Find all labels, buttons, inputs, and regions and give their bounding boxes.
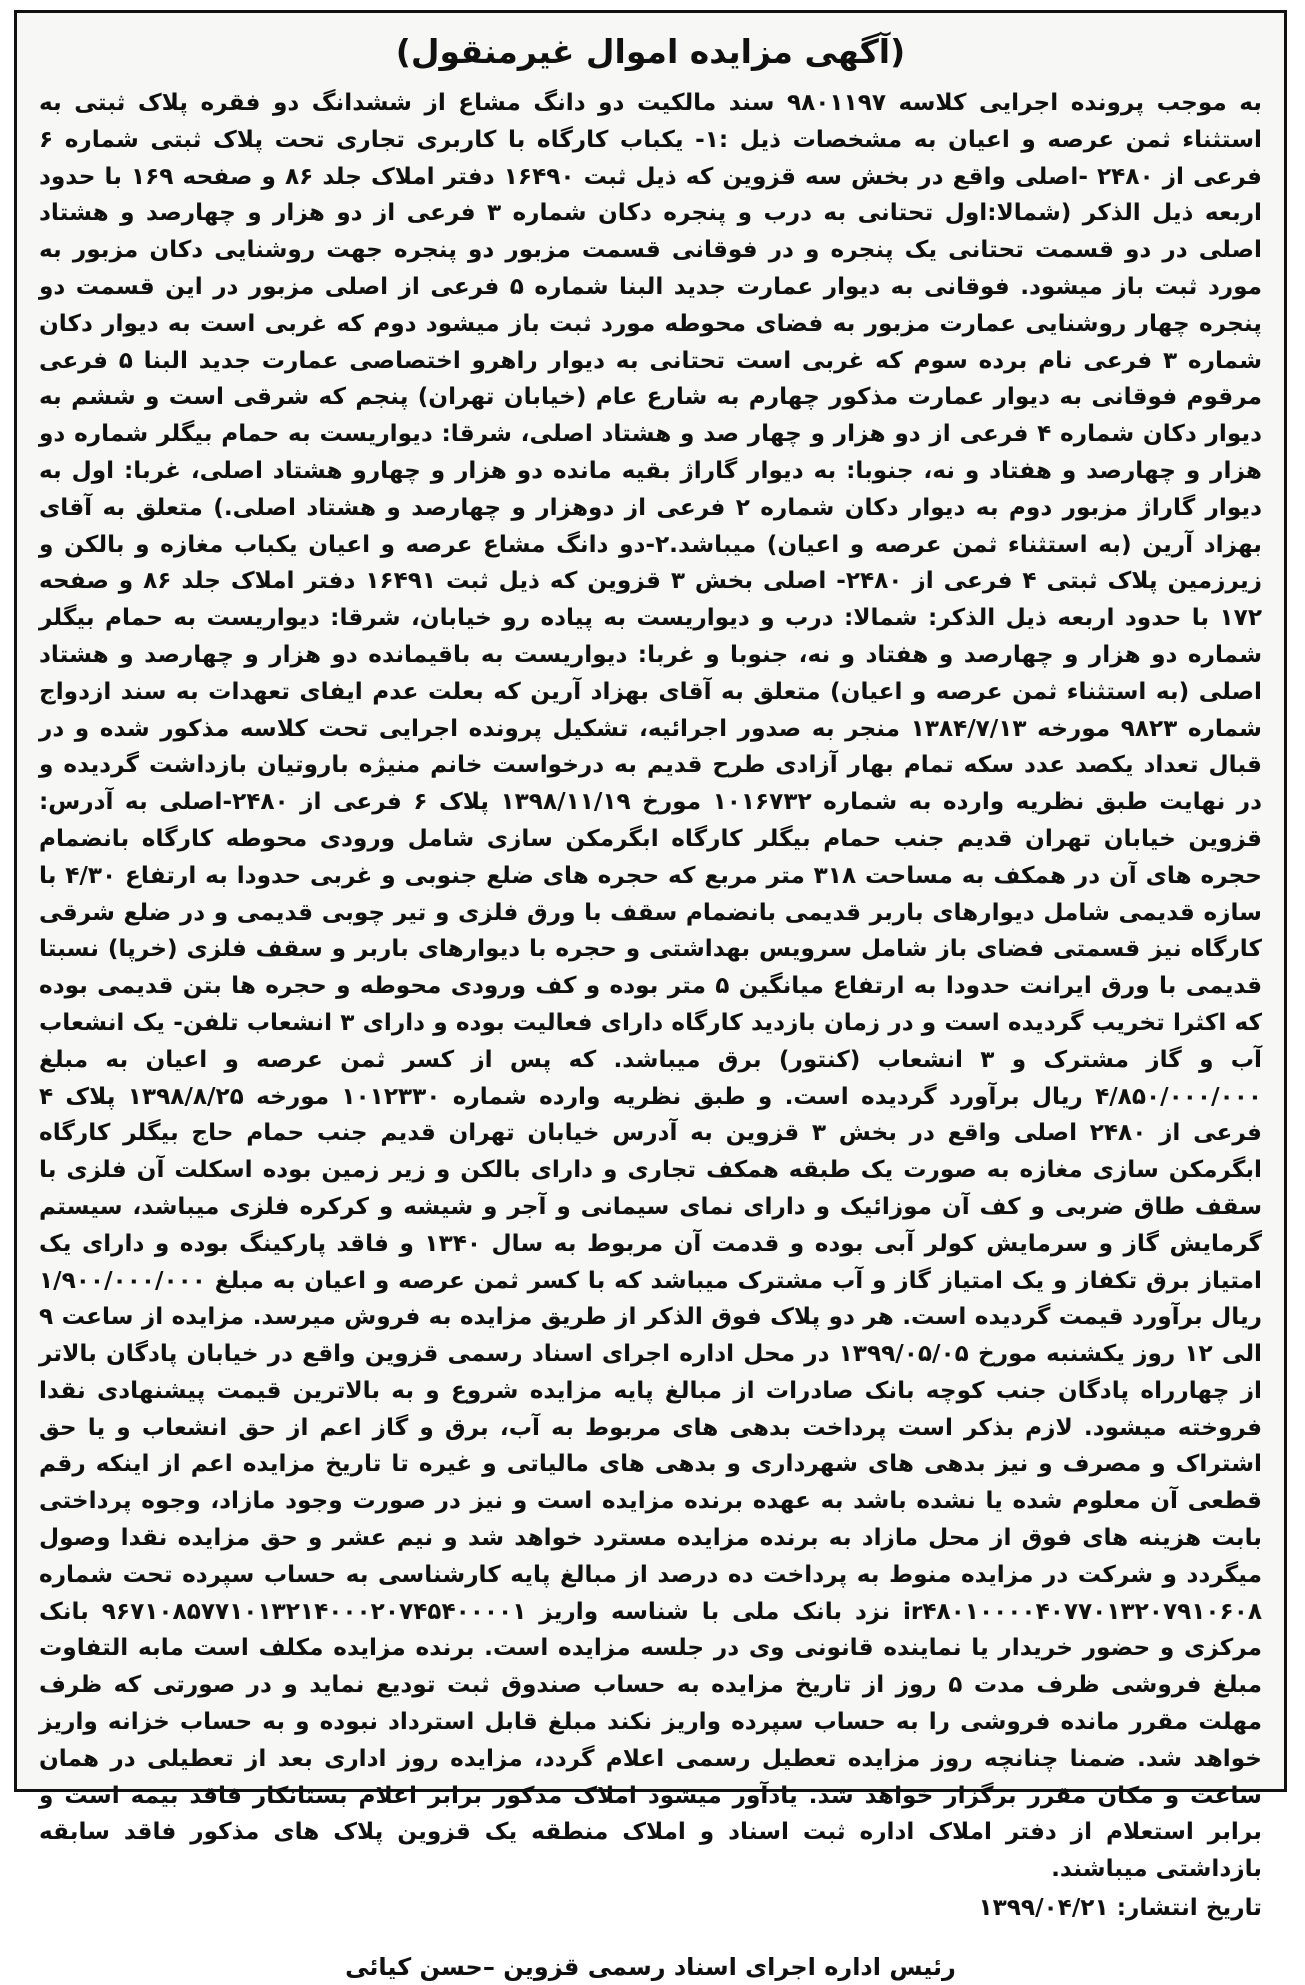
- notice-title: (آگهی مزایده اموال غیرمنقول): [395, 32, 906, 71]
- notice-body: به موجب پرونده اجرایی کلاسه ۹۸۰۱۱۹۷ سند مالکیت دو دانگ مشاع از ششدانگ دو فقره پلاک ثبتی به استثناء ثمن عرصه و اعیان به مشخصات ذیل :۱- یکباب کارگاه با کاربری تجاری تحت پلاک ثبتی شماره ۶ فرعی از ۲۴۸۰ -اصلی واقع در بخش سه قزوین که ذیل ثبت ۱۶۴۹۰ دفتر املاک جلد ۸۶ و صفحه ۱۶۹ با حدود اربعه ذیل الذکر (شمالا:اول تحتانی به درب و پنجره دکان شماره ۳ فرعی از دو هزار و چهارصد و هشتاد اصلی در دو قسمت تحتانی یک پنجره و در فوقانی قسمت مزبور دو پنجره جهت روشنایی دکان مزبور به مورد ثبت باز میشود. فوقانی به دیوار عمارت جدید البنا شماره ۵ فرعی از اصلی مزبور در این قسمت دو پنجره چهار روشنایی عمارت مزبور به فضای محوطه مورد ثبت باز میشود دوم که غربی است به دیوار دکان شماره ۳ فرعی نام برده سوم که غربی است تحتانی به دیوار راهرو اختصاصی عمارت جدید البنا ۵ فرعی مرقوم فوقانی به دیوار عمارت مذکور چهارم به شارع عام (خیابان تهران) پنجم که شرقی است و ششم به دیوار دکان شماره ۴ فرعی از دو هزار و چهار صد و هشتاد اصلی، شرقا: دیواریست به حمام بیگلر شماره دو هزار و چهارصد و هفتاد و نه، جنوبا: به دیوار گاراژ بقیه مانده دو هزار و چهارو هشتاد اصلی، غربا: اول به دیوار گاراژ مزبور دوم به دیوار دکان شماره ۲ فرعی از دوهزار و چهارصد و هشتاد اصلی.) متعلق به آقای بهزاد آرین (به استثناء ثمن عرصه و اعیان) میباشد.۲-دو دانگ مشاع عرصه و اعیان یکباب مغازه و بالکن و زیرزمین پلاک ثبتی ۴ فرعی از ۲۴۸۰- اصلی بخش ۳ قزوین که ذیل ثبت ۱۶۴۹۱ دفتر املاک جلد ۸۶ و صفحه ۱۷۲ با حدود اربعه ذیل الذکر: شمالا: درب و دیواریست به پیاده رو خیابان، شرقا: دیواریست به حمام بیگلر شماره دو هزار و چهارصد و هفتاد و نه، جنوبا و غربا: دیواریست به باقیمانده دو هزار و چهارصد و هشتاد اصلی (به استثناء ثمن عرصه و اعیان) متعلق به آقای بهزاد آرین که بعلت عدم ایفای تعهدات به سند ازدواج شماره ۹۸۲۳ مورخه ۱۳۸۴/۷/۱۳ منجر به صدور اجرائیه، تشکیل پرونده اجرایی تحت کلاسه مذکور شده و در قبال تعداد یکصد عدد سکه تمام بهار آزادی طرح قدیم به درخواست خانم منیژه باروتیان بازداشت گردیده و در نهایت طبق نظریه وارده به شماره ۱۰۱۶۷۳۲ مورخ ۱۳۹۸/۱۱/۱۹ پلاک ۶ فرعی از ۲۴۸۰-اصلی به آدرس: قزوین خیابان تهران قدیم جنب حمام بیگلر کارگاه ابگرمکن سازی شامل ورودی محوطه کارگاه بانضمام حجره های آن در همکف به مساحت ۳۱۸ متر مربع که حجره های ضلع جنوبی و غربی حدودا به ارتفاع ۴/۳۰ با سازه قدیمی شامل دیوارهای باربر قدیمی بانضمام سقف با ورق فلزی و تیر چوبی قدیمی و در ضلع شرقی کارگاه نیز قسمتی فضای باز شامل سرویس بهداشتی و حجره با دیوارهای باربر و سقف فلزی (خرپا) نسبتا قدیمی با ورق ایرانت حدودا به ارتفاع میانگین ۵ متر بوده و کف ورودی محوطه و حجره ها بتن قدیمی بوده که اکثرا تخریب گردیده است و در زمان بازدید کارگاه دارای فعالیت بوده و دارای ۳ انشعاب تلفن- یک انشعاب آب و گاز مشترک و ۳ انشعاب (کنتور) برق میباشد. که پس از کسر ثمن عرصه و اعیان به مبلغ ۴/۸۵۰/۰۰۰/۰۰۰ ریال برآورد گردیده است. و طبق نظریه وارده شماره ۱۰۱۲۳۳۰ مورخه ۱۳۹۸/۸/۲۵ پلاک ۴ فرعی از ۲۴۸۰ اصلی واقع در بخش ۳ قزوین به آدرس خیابان تهران قدیم جنب حمام حاج بیگلر کارگاه ابگرمکن سازی مغازه به صورت یک طبقه همکف تجاری و دارای بالکن و زیر زمین بوده اسکلت آن فلزی با سقف طاق ضربی و کف آن موزائیک و دارای نمای سیمانی و آجر و شیشه و کرکره فلزی میباشد، سیستم گرمایش گاز و سرمایش کولر آبی بوده و قدمت آن مربوط به سال ۱۳۴۰ و فاقد پارکینگ بوده و دارای یک امتیاز برق تکفاز و یک امتیاز گاز و آب مشترک میباشد که با کسر ثمن عرصه و اعیان به مبلغ ۱/۹۰۰/۰۰۰/۰۰۰ ریال برآورد قیمت گردیده است. هر دو پلاک فوق الذکر از طریق مزایده به فروش میرسد. مزایده از ساعت ۹ الی ۱۲ روز یکشنبه مورخ ۱۳۹۹/۰۵/۰۵ در محل اداره اجرای اسناد رسمی قزوین واقع در خیابان پادگان بالاتر از چهارراه پادگان جنب کوچه بانک صادرات از مبالغ پایه مزایده شروع و به بالاترین قیمت پیشنهادی نقدا فروخته میشود. لازم بذکر است پرداخت بدهی های مربوط به آب، برق و گاز اعم از حق انشعاب و یا حق اشتراک و مصرف و نیز بدهی های شهرداری و بدهی های مالیاتی و غیره تا تاریخ مزایده اعم از اینکه رقم قطعی آن معلوم شده یا نشده باشد به عهده برنده مزایده است و نیز در صورت وجود مازاد، وجوه پرداختی بابت هزینه های فوق از محل مازاد به برنده مزایده مسترد خواهد شد و نیم عشر و حق مزایده نقدا وصول میگردد و شرکت در مزایده منوط به پرداخت ده درصد از مبالغ پایه کارشناسی به حساب سپرده تحت شماره ir۴۸۰۱۰۰۰۰۴۰۷۷۰۱۳۲۰۷۹۱۰۶۰۸ نزد بانک ملی با شناسه واریز ۹۶۷۱۰۸۵۷۷۱۰۱۳۲۱۴۰۰۰۲۰۷۴۵۴۰۰۰۰۱ بانک مرکزی و حضور خریدار یا نماینده قانونی وی در جلسه مزایده است. برنده مزایده مکلف است مابه التفاوت مبلغ فروشی ظرف مدت ۵ روز از تاریخ مزایده به حساب صندوق ثبت تودیع نماید و در صورتی که ظرف مهلت مقرر مانده فروشی را به حساب سپرده واریز نکند مبلغ قابل استرداد نبوده و به حساب خزانه واریز خواهد شد. ضمنا چنانچه روز مزایده تعطیل رسمی اعلام گردد، مزایده روز اداری بعد از تعطیلی در همان ساعت و مکان مقرر برگزار خواهد شد. یادآور میشود املاک مذکور برابر اعلام بستانکار فاقد بیمه است و برابر استعلام از دفتر املاک اداره ثبت اسناد و املاک منطقه یک قزوین پلاک های مذکور فاقد سابقه بازداشتی میباشند.: [39, 89, 1263, 1883]
- notice-frame: [14, 10, 1287, 1981]
- signature: رئیس اداره اجرای اسناد رسمی قزوین –حسن کیائی: [345, 1952, 956, 1981]
- publish-date: تاریخ انتشار: ۱۳۹۹/۰۴/۲۱: [978, 1894, 1262, 1922]
